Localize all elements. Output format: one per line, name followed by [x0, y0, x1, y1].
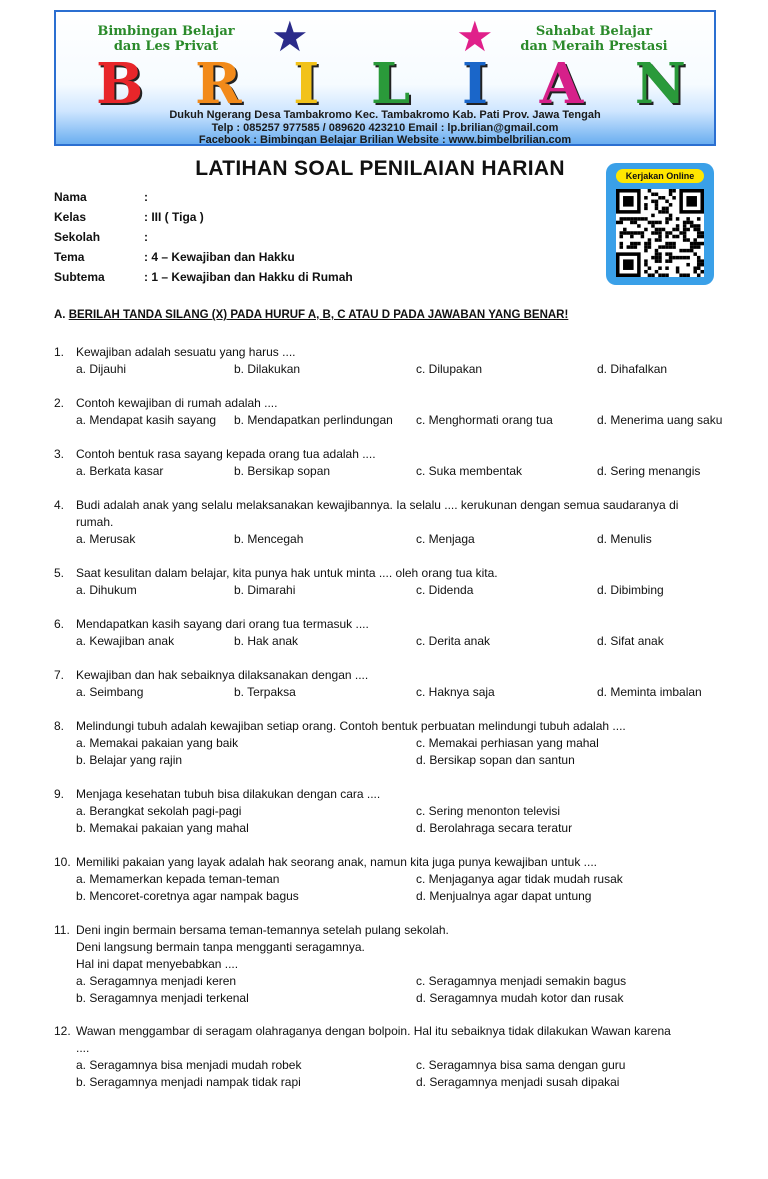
answer-option[interactable]: c. Derita anak [416, 634, 491, 648]
answer-option[interactable]: c. Menghormati orang tua [416, 413, 553, 427]
answer-option[interactable]: d. Menerima uang saku [597, 413, 723, 427]
identity-label: Kelas [54, 210, 87, 224]
identity-value[interactable]: : 1 – Kewajiban dan Hakku di Rumah [144, 270, 353, 284]
answer-option[interactable]: c. Haknya saja [416, 685, 495, 699]
slogan-right: Sahabat Belajar dan Meraih Prestasi [520, 24, 668, 54]
answer-option[interactable]: a. Memakai pakaian yang baik [76, 736, 239, 750]
answer-option[interactable]: c. Didenda [416, 583, 474, 597]
answer-option[interactable]: a. Seragamnya menjadi keren [76, 974, 237, 988]
answer-option[interactable]: a. Seimbang [76, 685, 144, 699]
answer-option[interactable]: a. Dijauhi [76, 362, 127, 376]
address-text: Dukuh Ngerang Desa Tambakromo Kec. Tambakromo Kab. Pati Prov. Jawa Tengah [169, 109, 601, 121]
logo-letter: I [461, 51, 489, 117]
identity-value[interactable]: : [144, 190, 148, 204]
question-number: 4. [54, 498, 65, 512]
question-text: Wawan menggambar di seragam olahraganya dengan bolpoin. Hal itu sebaiknya tidak dilakukan Wawan karena [76, 1024, 671, 1038]
answer-option[interactable]: d. Bersikap sopan dan santun [416, 753, 575, 767]
answer-option[interactable]: a. Merusak [76, 532, 136, 546]
question-text: rumah. [76, 515, 114, 529]
question-text: Deni ingin bermain bersama teman-temannya setelah pulang sekolah. [76, 923, 449, 937]
answer-option[interactable]: d. Menjualnya agar dapat untung [416, 889, 592, 903]
slogan-left: Bimbingan Belajar dan Les Privat [97, 24, 235, 54]
question-text: Hal ini dapat menyebabkan .... [76, 957, 239, 971]
answer-option[interactable]: b. Terpaksa [234, 685, 296, 699]
answer-option[interactable]: a. Seragamnya bisa menjadi mudah robek [76, 1058, 302, 1072]
question-number: 10. [54, 855, 71, 869]
section-instruction: A. BERILAH TANDA SILANG (X) PADA HURUF A, B, C ATAU D PADA JAWABAN YANG BENAR! [54, 309, 569, 321]
answer-option[interactable]: d. Sifat anak [597, 634, 664, 648]
answer-option[interactable]: d. Meminta imbalan [597, 685, 702, 699]
logo-letter: B [96, 51, 144, 117]
answer-option[interactable]: d. Dibimbing [597, 583, 664, 597]
star-icon: ★ [456, 13, 494, 60]
answer-option[interactable]: d. Seragamnya menjadi susah dipakai [416, 1075, 620, 1089]
answer-option[interactable]: a. Dihukum [76, 583, 137, 597]
question-text: Memiliki pakaian yang layak adalah hak seorang anak, namun kita juga punya kewajiban untuk .... [76, 855, 597, 869]
answer-option[interactable]: b. Belajar yang rajin [76, 753, 183, 767]
identity-label: Subtema [54, 270, 105, 284]
answer-option[interactable]: d. Sering menangis [597, 464, 701, 478]
answer-option[interactable]: b. Mendapatkan perlindungan [234, 413, 393, 427]
identity-label: Nama [54, 190, 87, 204]
question-text: Kewajiban dan hak sebaiknya dilaksanakan dengan .... [76, 668, 369, 682]
answer-option[interactable]: c. Menjaga [416, 532, 475, 546]
answer-option[interactable]: b. Mencoret-coretnya agar nampak bagus [76, 889, 299, 903]
answer-option[interactable]: c. Suka membentak [416, 464, 523, 478]
answer-option[interactable]: c. Sering menonton televisi [416, 804, 561, 818]
star-icon: ★ [271, 13, 309, 60]
question-number: 5. [54, 566, 65, 580]
answer-option[interactable]: b. Bersikap sopan [234, 464, 331, 478]
answer-option[interactable]: c. Dilupakan [416, 362, 483, 376]
question-text: Melindungi tubuh adalah kewajiban setiap orang. Contoh bentuk perbuatan melindungi tubuh adalah .... [76, 719, 626, 733]
answer-option[interactable]: a. Memamerkan kepada teman-teman [76, 872, 280, 886]
page-title: LATIHAN SOAL PENILAIAN HARIAN [195, 157, 565, 180]
logo-letter: A [539, 51, 584, 117]
qr-panel[interactable] [606, 163, 714, 285]
question-text: Budi adalah anak yang selalu melaksanakan kewajibannya. Ia selalu .... kerukunan dengan semua saudaranya di [76, 498, 679, 512]
answer-option[interactable]: d. Dihafalkan [597, 362, 668, 376]
answer-option[interactable]: b. Dimarahi [234, 583, 296, 597]
answer-option[interactable]: b. Seragamnya menjadi terkenal [76, 991, 249, 1005]
answer-option[interactable]: c. Menjaganya agar tidak mudah rusak [416, 872, 623, 886]
answer-option[interactable]: d. Seragamnya mudah kotor dan rusak [416, 991, 624, 1005]
answer-option[interactable]: b. Dilakukan [234, 362, 301, 376]
logo-letter: R [194, 51, 242, 117]
question-number: 12. [54, 1024, 71, 1038]
question-number: 7. [54, 668, 65, 682]
identity-value[interactable]: : [144, 230, 148, 244]
answer-option[interactable]: d. Berolahraga secara teratur [416, 821, 573, 835]
identity-label: Sekolah [54, 230, 101, 244]
question-text: Contoh kewajiban di rumah adalah .... [76, 396, 278, 410]
answer-option[interactable]: a. Berkata kasar [76, 464, 164, 478]
answer-option[interactable]: c. Memakai perhiasan yang mahal [416, 736, 599, 750]
question-text: Saat kesulitan dalam belajar, kita punya hak untuk minta .... oleh orang tua kita. [76, 566, 498, 580]
answer-option[interactable]: a. Mendapat kasih sayang [76, 413, 217, 427]
question-text: Contoh bentuk rasa sayang kepada orang tua adalah .... [76, 447, 376, 461]
question-text: Menjaga kesehatan tubuh bisa dilakukan dengan cara .... [76, 787, 381, 801]
qr-code-icon [616, 189, 704, 277]
identity-value[interactable]: : III ( Tiga ) [144, 210, 204, 224]
answer-option[interactable]: b. Hak anak [234, 634, 299, 648]
answer-option[interactable]: c. Seragamnya bisa sama dengan guru [416, 1058, 626, 1072]
question-number: 1. [54, 345, 65, 359]
question-text: Kewajiban adalah sesuatu yang harus .... [76, 345, 296, 359]
question-text: .... [76, 1041, 90, 1055]
question-number: 8. [54, 719, 65, 733]
logo-letter: I [293, 51, 320, 117]
question-text: Deni langsung bermain tanpa mengganti seragamnya. [76, 940, 365, 954]
contact-text: Telp : 085257 977585 / 089620 423210 Email : lp.brilian@gmail.com [211, 122, 559, 134]
question-number: 2. [54, 396, 65, 410]
answer-option[interactable]: b. Mencegah [234, 532, 304, 546]
identity-value[interactable]: : 4 – Kewajiban dan Hakku [144, 250, 295, 264]
answer-option[interactable]: b. Seragamnya menjadi nampak tidak rapi [76, 1075, 301, 1089]
question-number: 9. [54, 787, 65, 801]
answer-option[interactable]: c. Seragamnya menjadi semakin bagus [416, 974, 627, 988]
answer-option[interactable]: b. Memakai pakaian yang mahal [76, 821, 249, 835]
question-text: Mendapatkan kasih sayang dari orang tua termasuk .... [76, 617, 369, 631]
answer-option[interactable]: a. Berangkat sekolah pagi-pagi [76, 804, 242, 818]
answer-option[interactable]: a. Kewajiban anak [76, 634, 175, 648]
online-label[interactable]: Kerjakan Online [616, 169, 704, 183]
social-text: Facebook : Bimbingan Belajar Brilian Website : www.bimbelbrilian.com [198, 134, 572, 146]
logo-letter: L [370, 51, 411, 117]
question-number: 6. [54, 617, 65, 631]
logo-letter: N [634, 51, 686, 117]
question-number: 11. [54, 923, 70, 937]
header-banner [54, 10, 716, 146]
answer-option[interactable]: d. Menulis [597, 532, 652, 546]
question-number: 3. [54, 447, 65, 461]
identity-label: Tema [54, 250, 85, 264]
